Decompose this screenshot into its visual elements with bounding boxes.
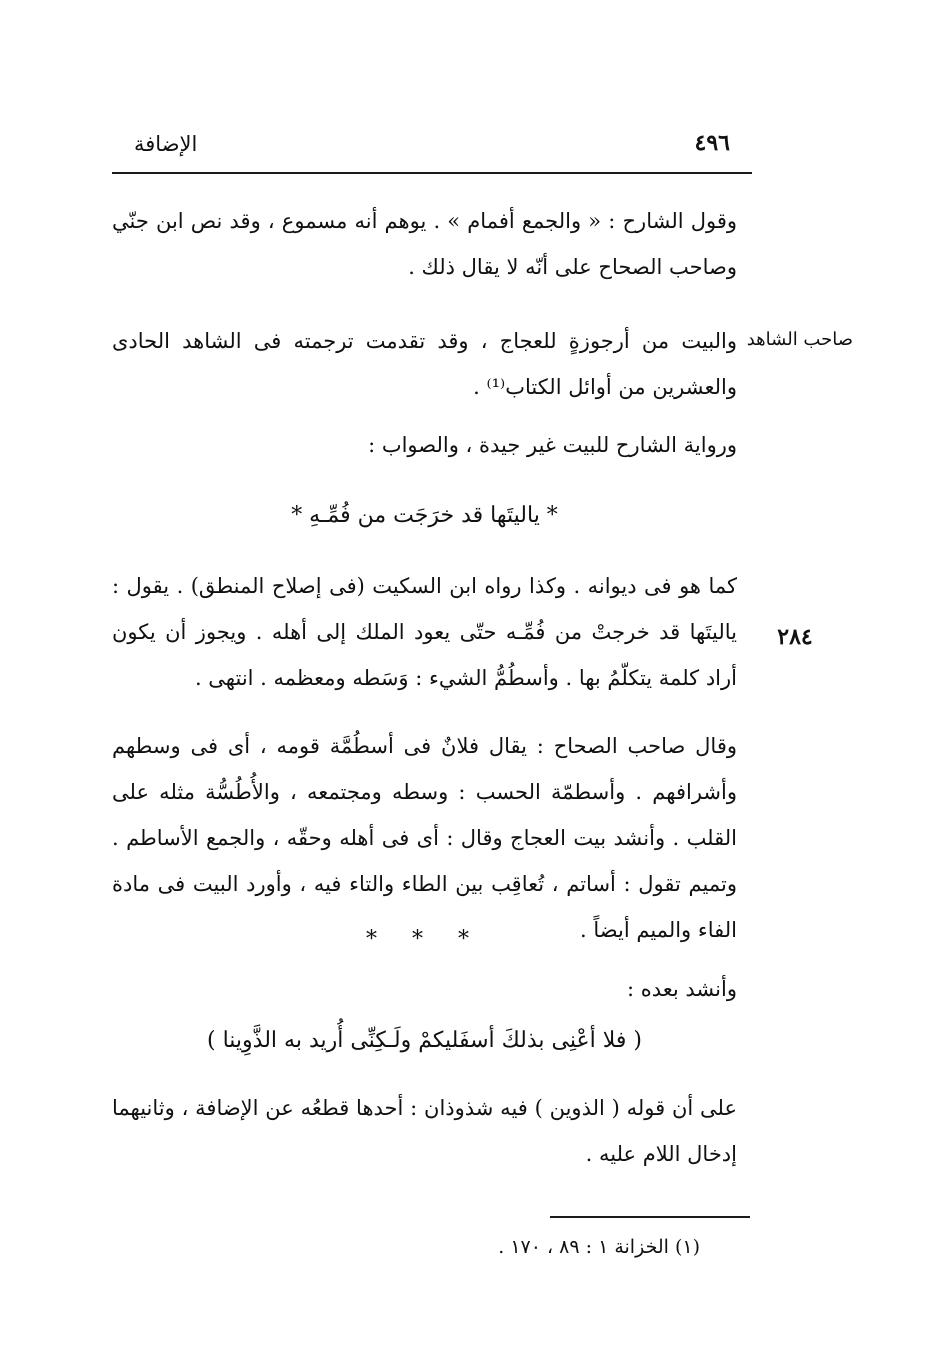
paragraph-2: والبيت من أرجوزةٍ للعجاج ، وقد تقدمت ترجمته فى الشاهد الحادى والعشرين من أوائل الكتاب⁽¹⁾ . (112, 329, 737, 399)
witness-number: ٢٨٤ (777, 624, 813, 650)
paragraph-1: وقول الشارح : « والجمع أفمام » . يوهم أنه مسموع ، وقد نص ابن جنّي وصاحب الصحاح على أنّه لا يقال ذلك . (112, 209, 737, 279)
paragraph-4: كما هو فى ديوانه . وكذا رواه ابن السكيت (فى إصلاح المنطق) . يقول : ياليتَها قد خرجتْ من فُمِّـه حتّى يعود الملك إلى أهله . ويجوز أن يكون أراد كلمة يتكلّمُ بها . وأسطُمُّ الشيء : وَسَطه ومعظمه . انتهى . (112, 574, 737, 690)
paragraph-7: على أن قوله ( الذوين ) فيه شذوذان : أحدها قطعُه عن الإضافة ، وثانيهما إدخال اللام عليه . (112, 1096, 737, 1166)
footnote-rule (550, 1216, 750, 1218)
footnote: (١) الخزانة ١ : ٨٩ ، ١٧٠ . (498, 1236, 700, 1258)
paragraph-6: وأنشد بعده : (626, 977, 737, 1001)
margin-note: صاحب الشاهد (746, 329, 853, 350)
running-title: الإضافة (134, 132, 198, 156)
paragraph-3: ورواية الشارح للبيت غير جيدة ، والصواب : (368, 433, 737, 457)
page-number: ٤٩٦ (694, 130, 730, 156)
section-divider: * * * (366, 927, 483, 952)
page-header (112, 128, 752, 168)
paragraph-5: وقال صاحب الصحاح : يقال فلانٌ فى أسطُمَّة قومه ، أى فى وسطهم وأشرافهم . وأسطمّة الحسب : وسطه ومجتمعه ، والأُطُسُّة مثله على القلب . وأنشد بيت العجاج وقال : أى فى أهله وحقّه ، والجمع الأساطم . وتميم تقول : أساتم ، تُعاقِب بين الطاء والتاء فيه ، وأورد البيت فى مادة الفاء والميم أيضاً . (112, 734, 737, 942)
verse-line-2: ( فلا أعْنِى بذلكَ أسفَليكمْ ولَـكِنِّى أُريد به الذَّوِينا ) (207, 1028, 642, 1053)
header-rule (112, 172, 752, 174)
verse-line-1: * ياليتَها قد خرَجَت من فُمِّـهِ * (291, 503, 558, 528)
